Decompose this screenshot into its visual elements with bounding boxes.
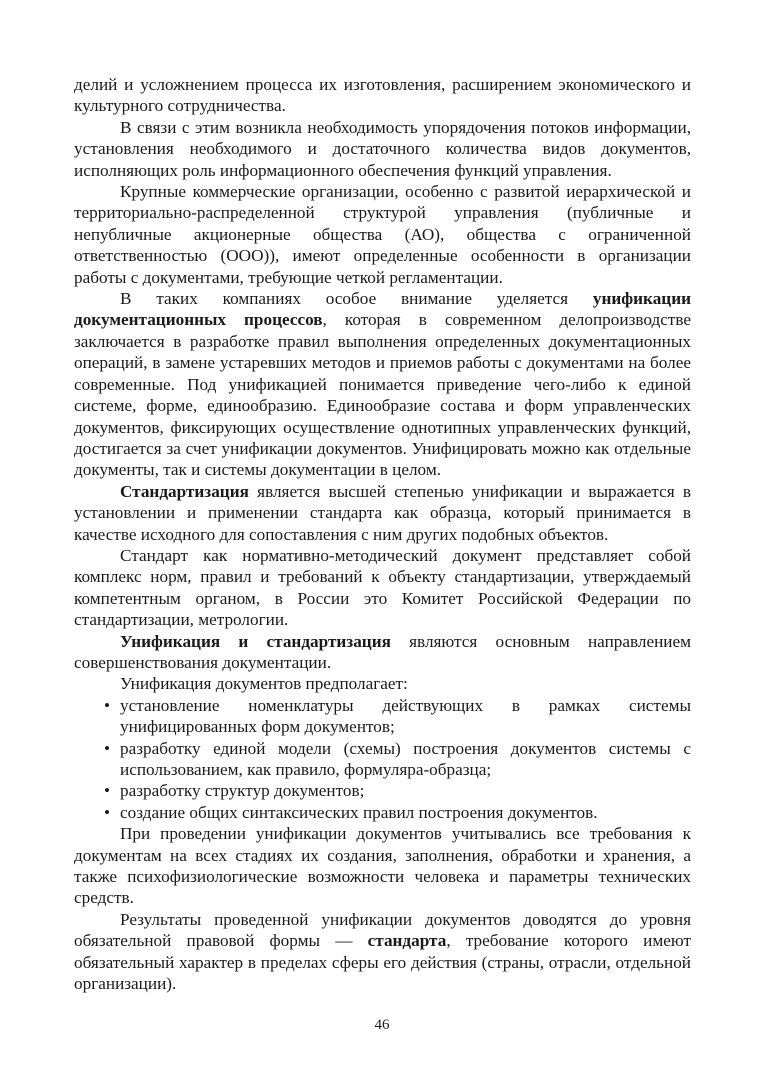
- bold-term: Унификация и стандартизация: [120, 631, 391, 651]
- bullet-list: [74, 695, 691, 823]
- list-item: [74, 738, 691, 781]
- paragraph: [74, 631, 691, 674]
- paragraph-unification: [74, 288, 691, 481]
- list-item-text: разработку единой модели (схемы) построения документов системы с использованием, как правило, формуляра-образца;: [120, 738, 691, 779]
- list-item: [74, 780, 691, 801]
- paragraph-continuation: делий и усложнением процесса их изготовления, расширением экономического и культурного сотрудничества.: [74, 75, 691, 116]
- text-run: , которая в современном делопроизводстве заключается в разработке правил выполнения определенных документационных операций, в замене устаревших методов и приемов работы с документами на более современные. Под унификацией понимается приведение чего-либо к единой системе, форме, единообразию. Единообразие состава и форм управленческих документов, фиксирующих осуществление однотипных управленческих функций, достигается за счет унификации документов. Унифицировать можно как отдельные документы, так и системы документации в целом.: [74, 310, 691, 480]
- text-run: , требование которого имеют обязательный характер в пределах сферы его действия (страны, отрасли, отдельной организации).: [74, 931, 692, 994]
- bold-term: стандарта: [367, 931, 447, 951]
- paragraph: Крупные коммерческие организации, особенно с развитой иерархической и территориально-распределенной структурой управления (публичные и непубличные акционерные общества (АО), общества с ограниченной ответственностью (ООО)), имеют определенные особенности в организации работы с документами, требующие четкой регламентации.: [74, 182, 691, 287]
- text-run: является высшей степенью унификации и выражается в установлении и применении стандарта как образца, который принимается в качестве исходного для сопоставления с ним других подобных объектов.: [74, 481, 691, 544]
- bullet-icon: •: [103, 738, 111, 758]
- paragraph: Стандарт как нормативно-методический документ представляет собой комплекс норм, правил и требований к объекту стандартизации, утверждаемый компетентным органом, в России это Комитет Российской Федерации по стандартизации, метрологии.: [74, 545, 691, 630]
- bullet-icon: •: [103, 802, 111, 822]
- text-run: являются основным направлением совершенствования документации.: [74, 631, 691, 672]
- page-number: 46: [374, 1017, 390, 1033]
- bold-term: унификации документационных процессов: [74, 289, 691, 330]
- paragraph: В связи с этим возникла необходимость упорядочения потоков информации, установления необходимого и достаточного количества видов документов, исполняющих роль информационного обеспечения функций управления.: [74, 117, 691, 180]
- list-item-text: создание общих синтаксических правил построения документов.: [120, 802, 598, 822]
- bullet-icon: •: [103, 781, 111, 801]
- paragraph-standardization: [74, 481, 691, 545]
- paragraph: При проведении унификации документов учитывались все требования к документам на всех стадиях их создания, заполнения, обработки и хранения, а также психофизиологические возможности человека и параметры технических средств.: [74, 824, 691, 908]
- paragraph: [74, 909, 691, 995]
- page-body: [74, 74, 691, 994]
- list-item: [74, 802, 691, 823]
- bullet-icon: •: [103, 695, 111, 715]
- list-item-text: установление номенклатуры действующих в рамках системы унифицированных форм документов;: [120, 695, 691, 737]
- list-item-text: разработку структур документов;: [120, 781, 365, 801]
- text-run: В таких компаниях особое внимание уделяется: [120, 289, 593, 309]
- list-intro: Унификация документов предполагает:: [120, 674, 408, 694]
- bold-term: Стандартизация: [120, 481, 249, 501]
- list-item: [74, 695, 691, 738]
- text-run: Результаты проведенной унификации документов доводятся до уровня обязательной правовой формы —: [74, 909, 691, 951]
